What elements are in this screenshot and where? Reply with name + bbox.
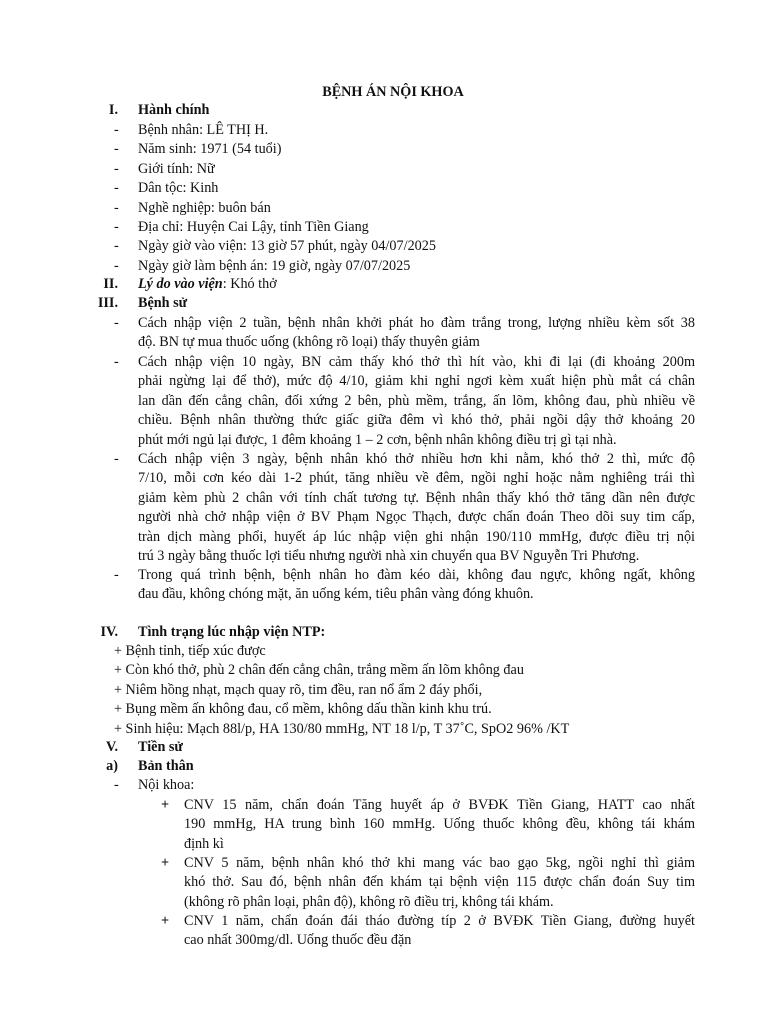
plus-marker: +: [161, 855, 170, 871]
section-number: III.: [97, 295, 118, 311]
dash-marker: -: [114, 238, 119, 255]
bullet-line: (không rõ phân loại, phân độ), không rõ điều trị, không tái khám.: [184, 893, 554, 910]
status-item-text: + Niêm hồng nhạt, mạch quay rõ, tim đều, ran nổ ẩm 2 đáy phổi,: [114, 681, 483, 698]
section-label: Bệnh sử: [138, 295, 188, 311]
bullet-line: định kì: [184, 835, 224, 852]
status-item-text: + Bụng mềm ấn không đau, cổ mềm, không dấu thần kinh khu trú.: [114, 701, 492, 718]
paragraph-text: [138, 353, 695, 450]
bullet-line: CNV 1 năm, chẩn đoán đái tháo đường típ 2 ở BVĐK Tiền Giang, đường huyết: [184, 913, 695, 929]
dash-marker: -: [114, 451, 119, 467]
list-item-text: Năm sinh: 1971 (54 tuổi): [138, 141, 282, 158]
paragraph-line: giảm kèm phù 2 chân với tính chất tương tự. Bệnh nhân thấy khó thở tăng dần nên được: [138, 489, 695, 506]
section-number: II.: [103, 276, 118, 292]
paragraph-line: độ. BN tự mua thuốc uống (không rõ loại) thấy thuyên giảm: [138, 334, 480, 351]
status-item-text: + Sinh hiệu: Mạch 88l/p, HA 130/80 mmHg, NT 18 l/p, T 37˚C, SpO2 96% /KT: [114, 720, 570, 737]
paragraph-line: Cách nhập viện 3 ngày, bệnh nhân khó thở nhiều hơn khi nằm, khó thở 2 thì, mức độ: [138, 451, 695, 467]
section-label: Hành chính: [138, 102, 210, 118]
paragraph-line: phút mới ngủ lại được, 1 đêm khoảng 1 – 2 cơn, bệnh nhân không điều trị gì tại nhà.: [138, 431, 617, 448]
list-item-text: Ngày giờ vào viện: 13 giờ 57 phút, ngày 04/07/2025: [138, 238, 436, 255]
dash-marker: -: [114, 141, 119, 158]
dash-marker: -: [114, 354, 119, 370]
list-item-text: Địa chỉ: Huyện Cai Lậy, tỉnh Tiền Giang: [138, 219, 369, 235]
paragraph-line: đau đầu, không chóng mặt, ăn uống kém, tiêu phân vàng đóng khuôn.: [138, 586, 534, 603]
dash-marker: -: [114, 257, 119, 274]
dash-marker: -: [114, 777, 119, 793]
paragraph-line: Cách nhập viện 2 tuần, bệnh nhân khởi phát ho đàm trắng trong, lượng nhiều kèm sốt 38: [138, 315, 695, 331]
dash-marker: -: [114, 122, 119, 138]
document-title: BỆNH ÁN NỘI KHOA: [322, 84, 464, 100]
paragraph-line: lan dần đến cẳng chân, đối xứng 2 bên, phù mềm, trắng, ấn lõm, không đau, phù nhiều về: [138, 392, 695, 409]
section-number: IV.: [100, 624, 118, 640]
list-item-text: Dân tộc: Kinh: [138, 180, 219, 197]
paragraph-line: Cách nhập viện 10 ngày, BN cảm thấy khó thở thì hít vào, khi đi lại (đi khoảng 200m: [138, 354, 695, 370]
paragraph-text: [138, 450, 695, 566]
section-label: Lý do vào viện: [138, 276, 223, 292]
bullet-text: [184, 796, 695, 854]
section-number: I.: [108, 102, 118, 118]
status-item-text: + Còn khó thở, phù 2 chân đến cẳng chân, trắng mềm ấn lõm không đau: [114, 662, 524, 679]
paragraph-line: Trong quá trình bệnh, bệnh nhân ho đàm kéo dài, không đau ngực, không ngất, không: [138, 567, 695, 583]
section-number: V.: [106, 739, 118, 755]
subsection-label: Bản thân: [138, 758, 194, 774]
paragraph-line: phải ngừng lại để thở), mức độ 4/10, giảm khi nghỉ ngơi kèm xuất hiện phù mắt cá chân: [138, 373, 695, 390]
bullet-text: [184, 854, 695, 912]
dash-marker: -: [114, 199, 119, 216]
list-item-text: Giới tính: Nữ: [138, 160, 215, 177]
paragraph-line: tràn dịch màng phổi, huyết áp lúc nhập viện ghi nhận 190/110 mmHg, được điều trị nội: [138, 528, 695, 545]
paragraph-line: 7/10, mỗi cơn kéo dài 1-2 phút, tăng nhiều về đêm, ngồi nghỉ hoặc nằm nghiêng trái thì: [138, 470, 695, 487]
section-label: Tình trạng lúc nhập viện NTP:: [138, 624, 326, 640]
dash-marker: -: [114, 219, 119, 235]
noi-khoa-label: Nội khoa:: [138, 777, 195, 793]
subsection-number: a): [106, 758, 118, 774]
list-item-text: Nghề nghiệp: buôn bán: [138, 199, 271, 216]
paragraph-text: [138, 314, 695, 353]
dash-marker: -: [114, 180, 119, 197]
dash-marker: -: [114, 567, 119, 583]
plus-marker: +: [161, 797, 170, 813]
paragraph-line: người nhà chở nhập viện ở BV Phạm Ngọc Thạch, được chẩn đoán Theo dõi suy tim cấp,: [138, 509, 695, 526]
section-value: : Khó thở: [222, 276, 277, 292]
list-item-text: Ngày giờ làm bệnh án: 19 giờ, ngày 07/07/2025: [138, 257, 411, 274]
dash-marker: -: [114, 315, 119, 331]
paragraph-line: trú 3 ngày bằng thuốc lợi tiểu nhưng người nhà xin chuyển qua BV Nguyễn Tri Phương.: [138, 547, 640, 564]
plus-marker: +: [161, 913, 170, 929]
bullet-line: CNV 15 năm, chẩn đoán Tăng huyết áp ở BVĐK Tiền Giang, HATT cao nhất: [184, 797, 695, 813]
status-item-text: + Bệnh tỉnh, tiếp xúc được: [114, 643, 266, 659]
bullet-line: khó thở. Sau đó, bệnh nhân đến khám tại bệnh viện 115 được chẩn đoán Suy tim: [184, 874, 695, 891]
list-item-text: Bệnh nhân: LÊ THỊ H.: [138, 122, 269, 138]
bullet-text: [184, 912, 695, 951]
paragraph-line: chiều. Bệnh nhân thường thức giấc giữa đêm vì khó thở, phải ngồi dậy thở khoảng 20: [138, 412, 695, 429]
bullet-line: 190 mmHg, HA trung bình 160 mmHg. Uống thuốc không đều, không tái khám: [184, 816, 695, 833]
bullet-line: CNV 5 năm, bệnh nhân khó thở khi mang vác bao gạo 5kg, ngồi nghỉ thì giảm: [184, 855, 695, 871]
dash-marker: -: [114, 160, 119, 177]
paragraph-text: [138, 566, 695, 605]
section-label: Tiền sử: [138, 739, 183, 755]
bullet-line: cao nhất 300mg/dl. Uống thuốc đều đặn: [184, 932, 412, 949]
